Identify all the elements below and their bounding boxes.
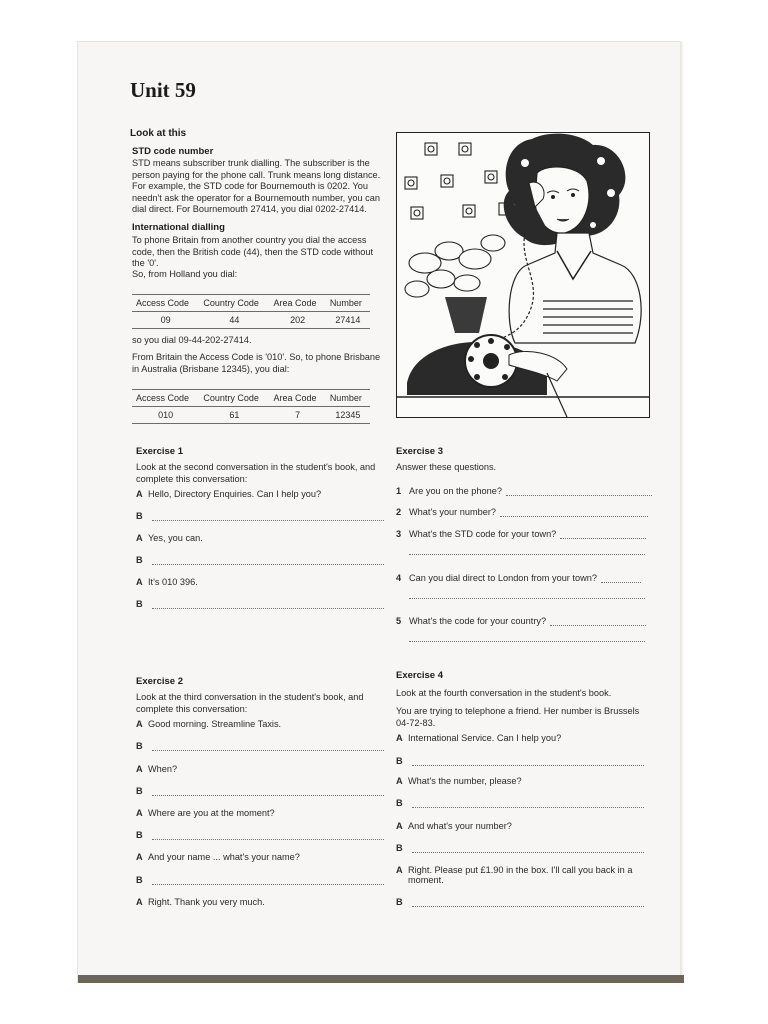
table-header-row [132, 295, 370, 312]
page-edge [680, 42, 684, 982]
telephone-scene-drawing [397, 133, 649, 417]
exercise-2-intro: Look at the third conversation in the student's book, and complete this conversation: [136, 692, 364, 714]
dial-note: so you dial 09-44-202-27414. [132, 335, 252, 345]
line-text: And your name ... what's your name? [148, 852, 300, 862]
exercise-4-intro: Look at the fourth conversation in the student's book. [396, 688, 612, 698]
exercise-3-question-5[interactable]: 5 What's the code for your country? [396, 616, 646, 626]
line-text: What's the number, please? [408, 776, 522, 786]
exercise-3-question-4[interactable]: 4 Can you dial direct to London from your town? [396, 573, 641, 583]
line-text: And what's your number? [408, 821, 512, 831]
answer-line[interactable] [601, 581, 641, 583]
cell-access-code: 010 [158, 410, 174, 420]
std-code-paragraph: STD means subscriber trunk dialling. The subscriber is the person paying for the phone call. Trunk means long distance. For example, the STD code for Bournemouth is 0202. You needn't ask the operator for a Bournemouth number, you can dial direct. For Bournemouth 27414, you dial 0202-27414. [132, 158, 381, 215]
col-area-code: Area Code [273, 298, 317, 308]
answer-line[interactable] [152, 749, 384, 751]
look-at-this-heading: Look at this [130, 128, 187, 139]
exercise-2-line-b3[interactable]: B [136, 830, 384, 840]
exercise-2-line-a4: A And your name ... what's your name? [136, 852, 300, 862]
exercise-1-line-b1[interactable]: B [136, 511, 384, 521]
answer-line[interactable] [152, 519, 384, 521]
answer-line[interactable] [152, 563, 384, 565]
international-dialling-paragraph: To phone Britain from another country you dial the access code, then the British code (44), then the STD code without the '0'. [132, 235, 374, 269]
cell-area-code: 7 [295, 410, 301, 420]
woman-on-telephone-illustration [396, 132, 650, 418]
col-number: Number [329, 393, 362, 403]
exercise-4-line-a1: A International Service. Can I help you? [396, 733, 562, 743]
col-number: Number [329, 298, 362, 308]
answer-line[interactable] [152, 838, 384, 840]
answer-line[interactable] [152, 794, 384, 796]
line-text: Good morning. Streamline Taxis. [148, 719, 282, 729]
answer-line[interactable] [152, 607, 384, 609]
exercise-2-line-a3: A Where are you at the moment? [136, 808, 275, 818]
answer-line[interactable] [500, 515, 648, 517]
exercise-3-question-1[interactable]: 1 Are you on the phone? [396, 486, 652, 496]
exercise-1-line-b3[interactable]: B [136, 599, 384, 609]
exercise-4-title: Exercise 4 [396, 670, 444, 681]
exercise-4-line-a2: A What's the number, please? [396, 776, 522, 786]
exercise-2-line-b1[interactable]: B [136, 741, 384, 751]
answer-line[interactable] [550, 624, 646, 626]
exercise-3-intro: Answer these questions. [396, 462, 497, 472]
col-country-code: Country Code [203, 298, 259, 308]
cell-number: 12345 [335, 410, 361, 420]
answer-line[interactable] [412, 905, 644, 907]
international-dialling-heading: International dialling [132, 222, 225, 233]
exercise-2-title: Exercise 2 [136, 676, 184, 687]
exercise-4-line-b1[interactable]: B [396, 756, 644, 766]
question-text: Can you dial direct to London from your town? [409, 573, 597, 583]
line-text: Right. Please put £1.90 in the box. I'll call you back in a moment. [408, 865, 633, 885]
answer-line[interactable] [412, 851, 644, 853]
line-text: Right. Thank you very much. [148, 897, 265, 907]
brisbane-paragraph: From Britain the Access Code is '010'. So, to phone Brisbane in Australia (Brisbane 12345), you dial: [132, 352, 381, 374]
exercise-4-line-a3: A And what's your number? [396, 821, 512, 831]
dial-codes-table-brisbane [132, 389, 370, 424]
table-row [132, 407, 370, 424]
answer-line[interactable] [409, 597, 645, 599]
col-access-code: Access Code [136, 298, 190, 308]
exercise-3-question-2[interactable]: 2 What's your number? [396, 507, 648, 517]
exercise-1-line-a2: A Yes, you can. [136, 533, 203, 543]
question-text: What's the STD code for your town? [409, 529, 557, 539]
cell-country-code: 44 [229, 315, 240, 325]
line-text: It's 010 396. [148, 577, 198, 587]
question-text: Are you on the phone? [409, 486, 502, 496]
answer-line[interactable] [409, 640, 645, 642]
answer-line[interactable] [560, 537, 646, 539]
exercise-3-question-5-continuation[interactable] [409, 640, 645, 642]
exercise-3-question-3-continuation[interactable] [409, 553, 645, 555]
unit-title: Unit 59 [130, 78, 196, 102]
line-text: Yes, you can. [148, 533, 203, 543]
answer-line[interactable] [409, 553, 645, 555]
line-text: Hello, Directory Enquiries. Can I help you? [148, 489, 322, 499]
answer-line[interactable] [152, 883, 384, 885]
page-bottom-shadow [78, 975, 684, 983]
col-country-code: Country Code [203, 393, 259, 403]
std-code-heading: STD code number [132, 146, 214, 157]
exercise-1-intro: Look at the second conversation in the student's book, and complete this conversation: [136, 462, 376, 484]
line-text: Where are you at the moment? [148, 808, 275, 818]
question-text: What's your number? [409, 507, 497, 517]
exercise-4-line-b3[interactable]: B [396, 843, 644, 853]
question-text: What's the code for your country? [409, 616, 547, 626]
exercise-2-line-a2: A When? [136, 764, 178, 774]
exercise-3-question-4-continuation[interactable] [409, 597, 645, 599]
answer-line[interactable] [412, 806, 644, 808]
col-area-code: Area Code [273, 393, 317, 403]
col-access-code: Access Code [136, 393, 190, 403]
exercise-4-line-b2[interactable]: B [396, 798, 644, 808]
answer-line[interactable] [506, 494, 652, 496]
cell-access-code: 09 [160, 315, 171, 325]
exercise-2-line-a5: A Right. Thank you very much. [136, 897, 265, 907]
dial-codes-table-holland [132, 294, 370, 329]
exercise-1-title: Exercise 1 [136, 446, 184, 457]
exercise-4-line-a4: A Right. Please put £1.90 in the box. I'll call you back in a moment. [396, 865, 646, 885]
cell-country-code: 61 [229, 410, 240, 420]
exercise-1-line-a1: A Hello, Directory Enquiries. Can I help you? [136, 489, 322, 499]
exercise-3-title: Exercise 3 [396, 446, 444, 457]
holland-line: So, from Holland you dial: [132, 269, 238, 279]
table-row [132, 312, 370, 329]
exercise-2-line-b2[interactable]: B [136, 786, 384, 796]
line-text: International Service. Can I help you? [408, 733, 562, 743]
exercise-2-line-b4[interactable]: B [136, 875, 384, 885]
line-text: When? [148, 764, 178, 774]
exercise-2-line-a1: A Good morning. Streamline Taxis. [136, 719, 282, 729]
cell-area-code: 202 [290, 315, 306, 325]
cell-number: 27414 [335, 315, 361, 325]
table-header-row [132, 390, 370, 407]
exercise-4-intro-2: You are trying to telephone a friend. Her number is Brussels 04-72-83. [396, 706, 640, 728]
exercise-1-line-b2[interactable]: B [136, 555, 384, 565]
answer-line[interactable] [412, 764, 644, 766]
exercise-1-line-a3: A It's 010 396. [136, 577, 198, 587]
exercise-4-line-b4[interactable]: B [396, 897, 644, 907]
exercise-3-question-3[interactable]: 3 What's the STD code for your town? [396, 529, 646, 539]
